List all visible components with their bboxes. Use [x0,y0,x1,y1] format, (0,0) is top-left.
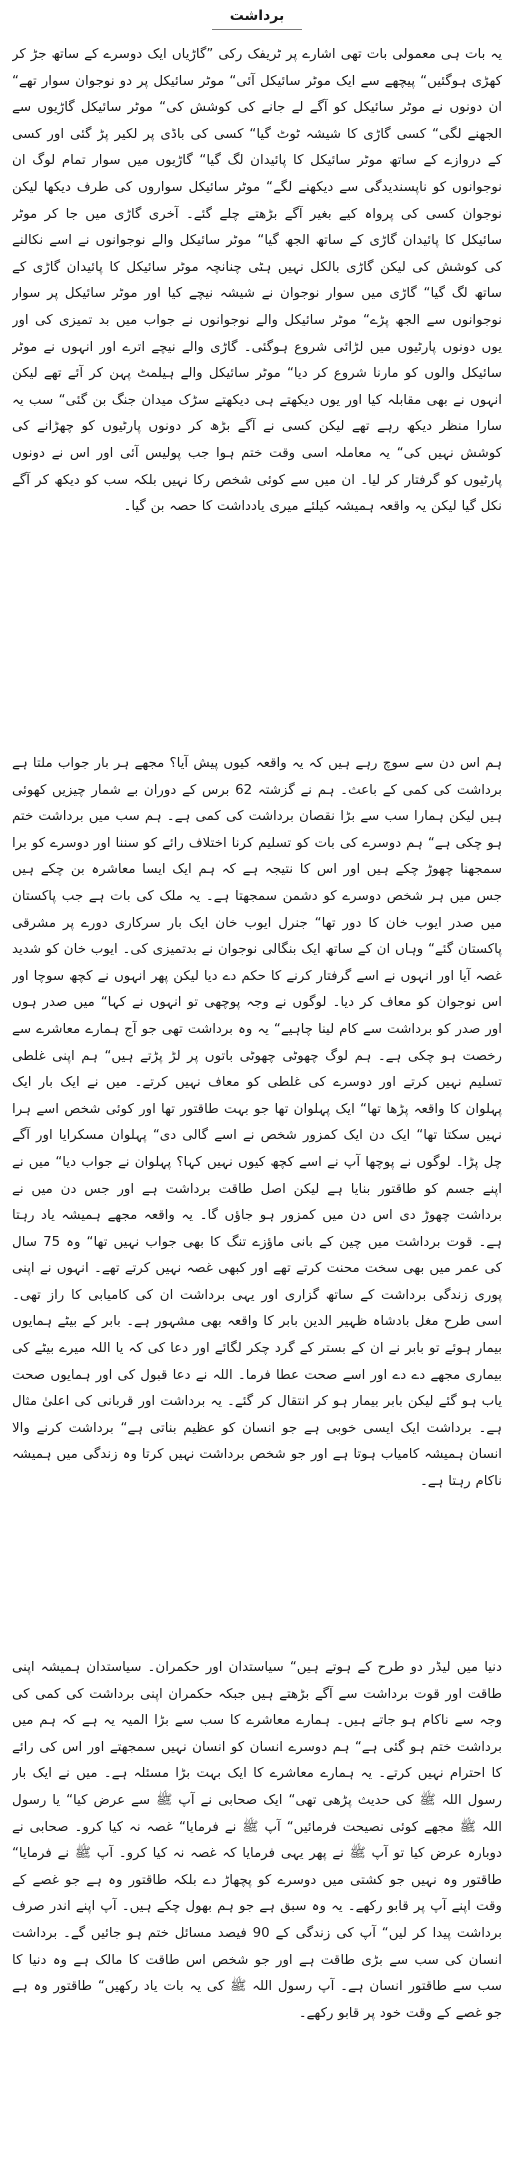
title-underline [212,29,302,30]
article-paragraph: یہ بات ہی معمولی بات تھی اشارے پر ٹریفک رکی ”گاڑیاں ایک دوسرے کے ساتھ جڑ کر کھڑی ہوگئیں“ پیچھے سے ایک موٹر سائیکل آئی“ موٹر سائیکل پر دو نوجوان سوار تھے“ ان دونوں نے موٹر سائیکل کو آگے لے جانے کی کوشش کی“ موٹر سائیکل گاڑیوں سے الجھنے لگی“ کسی گاڑی کا شیشہ ٹوٹ گیا“ کسی کی باڈی پر لکیر پڑ گئی اور کسی کے دروازے کے ساتھ موٹر سائیکل کا پائیدان لگ گیا“ گاڑیوں میں سوار تمام لوگ ان نوجوانوں کو ناپسندیدگی سے دیکھنے لگے“ موٹر سائیکل سواروں کی طرف دیکھا لیکن نوجوان کسی کی پرواہ کیے بغیر آگے بڑھتے چلے گئے۔ آخری گاڑی میں جا کر موٹر سائیکل کا پائیدان گاڑی کے ساتھ الجھ گیا“ موٹر سائیکل والے نوجوانوں نے اسے نکالنے کی کوشش کی لیکن گاڑی بالکل نہیں ہٹی چنانچہ موٹر سائیکل کا پائیدان گاڑی کے ساتھ لگ گیا“ گاڑی میں سوار نوجوان نے شیشہ نیچے کیا اور موٹر سائیکل پر سوار نوجوانوں سے الجھ پڑے“ موٹر سائیکل والے نوجوانوں نے جواب میں بد تمیزی کی اور یوں دونوں پارٹیوں میں لڑائی شروع ہوگئی۔ گاڑی والے نیچے اترے اور انہوں نے موٹر سائیکل والوں کو مارنا شروع کر دیا“ موٹر سائیکل والے ہیلمٹ پہن کر آئے تھے لیکن انہوں نے بھی مقابلہ کیا اور یوں دیکھتے ہی دیکھتے سڑک میدان جنگ بن گئی“ سب یہ سارا منظر دیکھ رہے تھے لیکن کسی نے آگے بڑھ کر دونوں پارٹیوں کو چھڑانے کی کوشش نہیں کی“ یہ معاملہ اسی وقت ختم ہوا جب پولیس آئی اور اس نے دونوں پارٹیوں کو گرفتار کر لیا۔ ان میں سے کوئی شخص رکا نہیں بلکہ سب کو دیکھ کر آگے نکل گیا لیکن یہ واقعہ ہمیشہ کیلئے میری یادداشت کا حصہ بن گیا۔ [12,47,502,515]
article-paragraph: ہم اس دن سے سوچ رہے ہیں کہ یہ واقعہ کیوں پیش آیا؟ مجھے ہر بار جواب ملتا ہے برداشت کی کمی کے باعث۔ ہم نے گزشتہ 62 برس کے دوران بے شمار چیزیں کھوئی ہیں لیکن ہمارا سب سے بڑا نقصان برداشت کی کمی ہے۔ ہم سب میں برداشت ختم ہو چکی ہے“ ہم دوسرے کی بات کو تسلیم کرنا اختلاف رائے کو سننا اور دوسرے کو برا سمجھنا چھوڑ چکے ہیں اور اس کا نتیجہ ہے کہ ہم ایک ایسا معاشرہ بن چکے ہیں جس میں ہر شخص دوسرے کو دشمن سمجھتا ہے۔ یہ ملک کی بات ہے جب پاکستان میں صدر ایوب خان کا دور تھا“ جنرل ایوب خان ایک بار سرکاری دورے پر مشرقی پاکستان گئے“ وہاں ان کے ساتھ ایک بنگالی نوجوان نے بدتمیزی کی۔ ایوب خان کو شدید غصہ آیا اور انہوں نے اسے گرفتار کرنے کا حکم دے دیا لیکن پھر انہوں نے کچھ سوچا اور اس نوجوان کو معاف کر دیا۔ لوگوں نے وجہ پوچھی تو انہوں نے کہا“ میں صدر ہوں اور صدر کو برداشت سے کام لینا چاہیے“ یہ وہ برداشت تھی جو آج ہمارے معاشرے سے رخصت ہو چکی ہے۔ ہم لوگ چھوٹی چھوٹی باتوں پر لڑ پڑتے ہیں“ ہم اپنی غلطی تسلیم نہیں کرتے اور دوسرے کی غلطی کو معاف نہیں کرتے۔ میں نے ایک بار ایک پہلوان کا واقعہ پڑھا تھا“ ایک پہلوان تھا جو بہت طاقتور تھا اور کوئی شخص اسے ہرا نہیں سکتا تھا“ ایک دن ایک کمزور شخص نے اسے گالی دی“ پہلوان مسکرایا اور آگے چل پڑا۔ لوگوں نے پوچھا آپ نے اسے کچھ کیوں نہیں کہا؟ پہلوان نے جواب دیا“ میں نے اپنے جسم کو طاقتور بنایا ہے لیکن اصل طاقت برداشت ہے اور جس دن میں نے برداشت چھوڑ دی اس دن میں کمزور ہو جاؤں گا۔ یہ واقعہ مجھے ہمیشہ یاد رہتا ہے۔ قوت برداشت میں چین کے بانی ماؤزے تنگ کا بھی جواب نہیں تھا“ وہ 75 سال کی عمر میں بھی سخت محنت کرتے تھے اور کبھی غصہ نہیں کرتے تھے۔ انہوں نے اپنی پوری زندگی برداشت کے ساتھ گزاری اور یہی برداشت ان کی کامیابی کا راز تھی۔ اسی طرح مغل بادشاہ ظہیر الدین بابر کا واقعہ بھی مشہور ہے۔ بابر کے بیٹے ہمایوں بیمار ہوئے تو بابر نے ان کے بستر کے گرد چکر لگائے اور دعا کی کہ یا اللہ میرے بیٹے کی بیماری مجھے دے دے اور اسے صحت عطا فرما۔ اللہ نے دعا قبول کی اور ہمایوں صحت یاب ہو گئے لیکن بابر بیمار ہو کر انتقال کر گئے۔ یہ برداشت اور قربانی کی اعلیٰ مثال ہے۔ برداشت ایک ایسی خوبی ہے جو انسان کو عظیم بناتی ہے“ برداشت کرنے والا انسان ہمیشہ کامیاب ہوتا ہے اور جو شخص برداشت نہیں کرتا وہ زندگی میں ہمیشہ ناکام رہتا ہے۔ [12,756,502,1490]
article-title: برداشت [229,8,285,24]
article-paragraph: دنیا میں لیڈر دو طرح کے ہوتے ہیں“ سیاستدان اور حکمران۔ سیاستدان ہمیشہ اپنی طاقت اور قوت برداشت سے آگے بڑھتے ہیں جبکہ حکمران اپنی برداشت کی کمی کی وجہ سے ناکام ہو جاتے ہیں۔ ہمارے معاشرے کا سب سے بڑا المیہ یہ ہے کہ ہم میں برداشت ختم ہو گئی ہے“ ہم دوسرے انسان کو انسان نہیں سمجھتے اور اس کی رائے کا احترام نہیں کرتے۔ یہ ہمارے معاشرے کا ایک بہت بڑا مسئلہ ہے۔ میں نے ایک بار رسول اللہ ﷺ کی حدیث پڑھی تھی“ ایک صحابی نے آپ ﷺ سے عرض کیا“ یا رسول اللہ ﷺ مجھے کوئی نصیحت فرمائیں“ آپ ﷺ نے فرمایا“ غصہ نہ کیا کرو۔ صحابی نے دوبارہ عرض کیا تو آپ ﷺ نے پھر یہی فرمایا کہ غصہ نہ کیا کرو۔ آپ ﷺ نے فرمایا“ طاقتور وہ نہیں جو کشتی میں دوسرے کو پچھاڑ دے بلکہ طاقتور وہ ہے جو غصے کے وقت اپنے آپ پر قابو رکھے۔ یہ وہ سبق ہے جو ہم بھول چکے ہیں۔ آپ اپنے اندر صرف برداشت پیدا کر لیں“ آپ کی زندگی کے 90 فیصد مسائل ختم ہو جائیں گے۔ برداشت انسان کی سب سے بڑی طاقت ہے اور جو شخص اس طاقت کا مالک ہے وہ دنیا کا سب سے طاقتور انسان ہے۔ آپ رسول اللہ ﷺ کی یہ بات یاد رکھیں“ طاقتور وہ ہے جو غصے کے وقت خود پر قابو رکھے۔ [12,1660,502,2021]
